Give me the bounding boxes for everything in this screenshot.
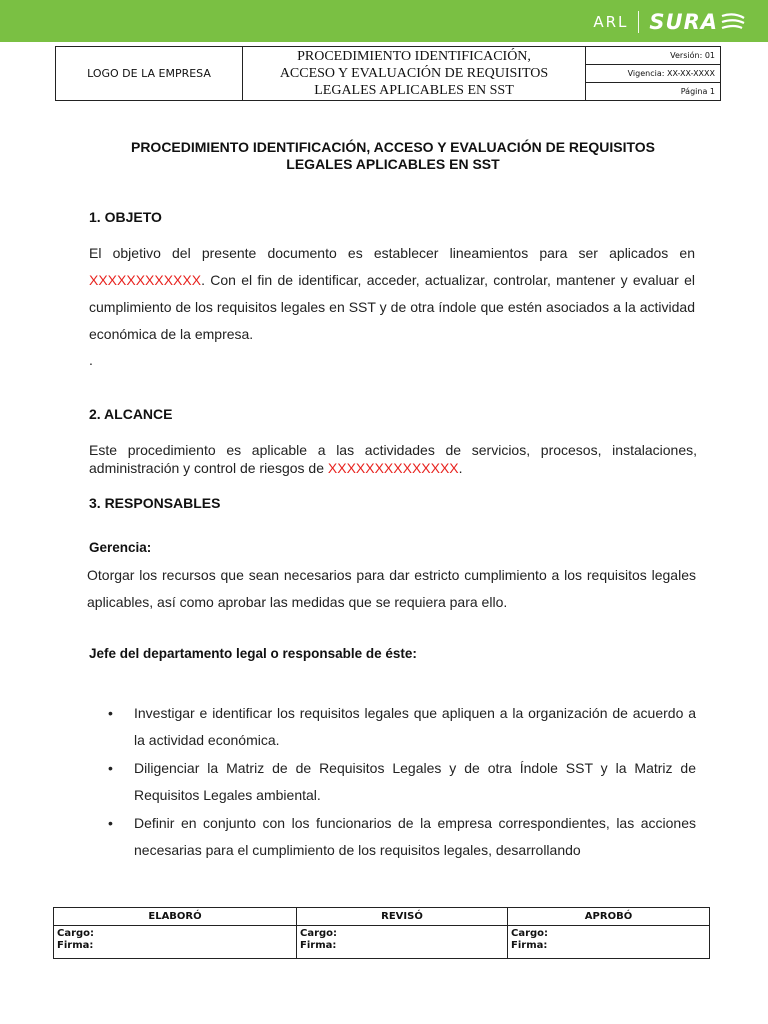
stray-dot: . xyxy=(89,352,93,368)
signature-table xyxy=(53,907,710,959)
reviso-signature-cell xyxy=(297,926,508,959)
page-number-cell: Página 1 xyxy=(586,83,721,101)
aprobo-header: APROBÓ xyxy=(508,908,710,926)
vigencia-cell: Vigencia: XX-XX-XXXX xyxy=(586,65,721,83)
bullet-icon: • xyxy=(108,815,113,831)
document-title-line: PROCEDIMIENTO IDENTIFICACIÓN, ACCESO Y EVALUACIÓN DE REQUISITOS xyxy=(130,139,656,155)
brand-separator xyxy=(638,11,639,33)
elaboro-header: ELABORÓ xyxy=(54,908,297,926)
elaboro-signature-cell xyxy=(54,926,297,959)
section-heading-objeto: 1. OBJETO xyxy=(89,209,162,225)
list-item xyxy=(108,755,696,809)
brand-sura-text: SURA xyxy=(649,10,718,34)
company-logo-placeholder: LOGO DE LA EMPRESA xyxy=(56,47,243,101)
firma-label: Firma: xyxy=(300,940,337,951)
list-item-text: Diligenciar la Matriz de de Requisitos Legales y de otra Índole SST y la Matriz de Requisitos Legales ambiental. xyxy=(134,760,696,803)
bullet-icon: • xyxy=(108,705,113,721)
header-title-line: LEGALES APLICABLES EN SST xyxy=(314,83,514,98)
jefe-legal-heading: Jefe del departamento legal o responsable de éste: xyxy=(89,646,417,661)
objeto-placeholder: XXXXXXXXXXXX xyxy=(89,272,202,288)
alcance-text-before: Este procedimiento es aplicable a las actividades de servicios, procesos, instalaciones, administración y control de riesgos de xyxy=(89,442,697,476)
document-title-line: LEGALES APLICABLES EN SST xyxy=(286,156,500,172)
gerencia-heading: Gerencia: xyxy=(89,540,152,555)
objeto-paragraph xyxy=(89,240,695,348)
header-title-line: PROCEDIMIENTO IDENTIFICACIÓN, xyxy=(297,49,531,64)
sura-swoosh-icon xyxy=(720,11,746,33)
document-title xyxy=(90,139,696,173)
brand-arl-text: ARL xyxy=(593,13,629,31)
aprobo-signature-cell xyxy=(508,926,710,959)
alcance-text-after: . xyxy=(458,460,463,476)
cargo-label: Cargo: xyxy=(511,928,549,939)
objeto-text-after: . Con el fin de identificar, acceder, actualizar, controlar, mantener y evaluar el cumplimiento de los requisitos legales en SST y de otra índole que estén asociados a la actividad económica de la empresa. xyxy=(89,272,695,342)
list-item-text: Investigar e identificar los requisitos legales que apliquen a la organización de acuerdo a la actividad económica. xyxy=(134,705,696,748)
cargo-label: Cargo: xyxy=(300,928,338,939)
objeto-text-before: El objetivo del presente documento es establecer lineamientos para ser aplicados en xyxy=(89,245,695,261)
section-heading-alcance: 2. ALCANCE xyxy=(89,406,173,422)
header-title-line: ACCESO Y EVALUACIÓN DE REQUISITOS xyxy=(279,66,549,81)
document-header-table xyxy=(55,46,721,101)
responsibilities-list xyxy=(108,700,696,865)
section-heading-responsables: 3. RESPONSABLES xyxy=(89,495,221,511)
reviso-header: REVISÓ xyxy=(297,908,508,926)
firma-label: Firma: xyxy=(511,940,548,951)
version-cell: Versión: 01 xyxy=(586,47,721,65)
brand-logo xyxy=(593,8,746,36)
header-title xyxy=(243,47,586,101)
list-item-text: Definir en conjunto con los funcionarios de la empresa correspondientes, las acciones necesarias para el cumplimiento de los requisitos legales, desarrollando xyxy=(134,815,696,858)
alcance-placeholder: XXXXXXXXXXXXXX xyxy=(327,460,459,476)
alcance-paragraph xyxy=(89,441,697,477)
cargo-label: Cargo: xyxy=(57,928,95,939)
firma-label: Firma: xyxy=(57,940,94,951)
gerencia-paragraph: Otorgar los recursos que sean necesarios para dar estricto cumplimiento a los requisitos legales aplicables, así como aprobar las medidas que se requiera para ello. xyxy=(87,567,696,610)
bullet-icon: • xyxy=(108,760,113,776)
list-item xyxy=(108,810,696,864)
top-brand-bar xyxy=(0,0,768,42)
list-item xyxy=(108,700,696,754)
